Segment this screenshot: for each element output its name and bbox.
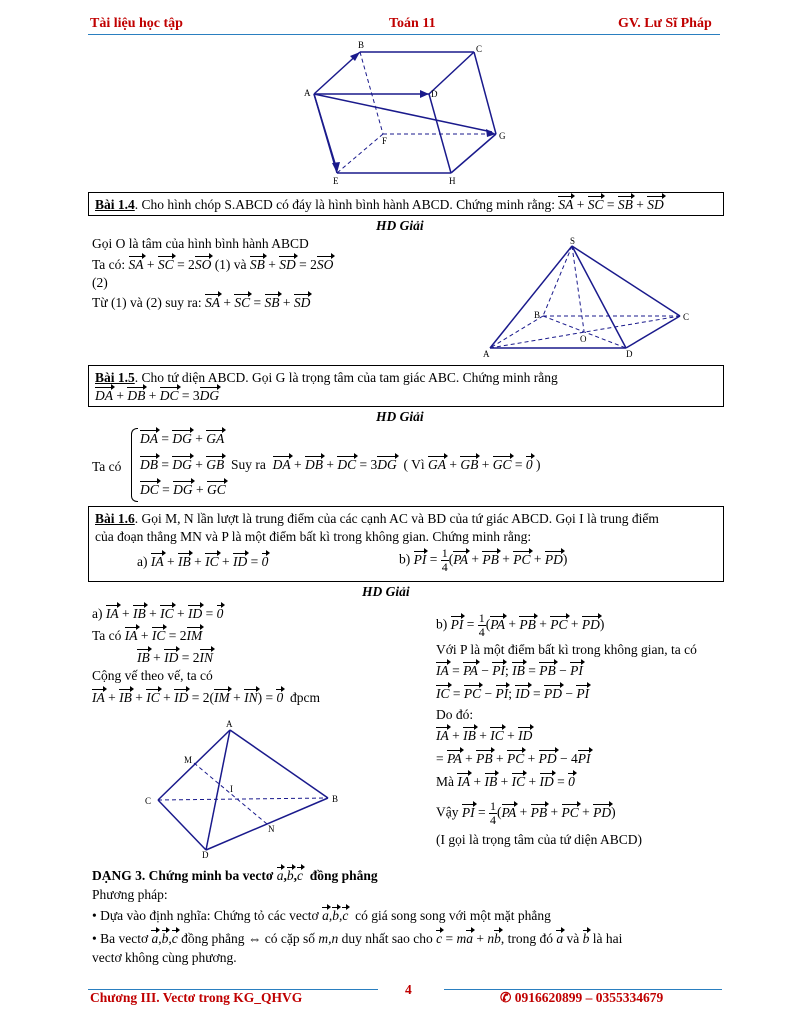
parallelepiped-figure	[300, 38, 520, 188]
dang3-pp: Phương pháp:	[92, 887, 168, 902]
b16-congve: Cộng vế theo vế, ta có	[92, 668, 213, 683]
b15-eq2: DB = DG + GB Suy ra DA + DB + DC = 3DG ( Vì GA + GB + GC = 0 )	[140, 457, 541, 472]
tet-label-C: C	[145, 796, 152, 806]
b16-sum2: = PA + PB + PC + PD − 4PI	[436, 751, 591, 766]
phone-icon: ✆	[500, 990, 512, 1005]
dang3-bullet2: • Ba vectơ a,b,c đồng phẳng ⇔ có cặp số m,n duy nhất sao cho c = ma + nb, trong đó a và b là hai	[92, 931, 623, 946]
tetrahedron-figure	[140, 718, 350, 858]
exercise-1-6-box: Bài 1.6. Gọi M, N lần lượt là trung điểm của các cạnh AC và BD của tứ giác ABCD. Gọi I là trung điểm của đoạn thẳng MN và P là một điểm bất kì trong không gian. Chứng minh rằng: a) IA + IB + IC + ID = 0 b) PI = $\frac{1}{4}$ (PA + PB + PC + PD)	[88, 506, 724, 582]
footer-chapter: Chương III. Vectơ trong KG_QHVG	[90, 990, 303, 1005]
b15-taco: Ta có	[92, 459, 122, 474]
b15-brace	[131, 428, 138, 502]
dang3-bullet2-cont: vectơ không cùng phương.	[92, 950, 237, 965]
pyr-label-D: D	[626, 349, 633, 359]
b16-eq-ia: IA = PA − PI; IB = PB − PI	[436, 663, 583, 678]
fig1-label-A: A	[304, 88, 311, 98]
vec-SA: SA	[558, 197, 574, 212]
dang3-title: DẠNG 3. Chứng minh ba vectơ a,b,c đồng phẳng	[92, 868, 378, 883]
b16-voip: Với P là một điểm bất kì trong không gian, ta có	[436, 642, 697, 657]
exercise-1-4-hd: HD Giải	[376, 218, 424, 233]
b14-line2: Ta có: SA + SC = 2SO (1) và SB + SD = 2SO	[92, 257, 334, 272]
fig1-label-E: E	[333, 176, 339, 186]
exercise-1-4-title: Bài 1.4	[95, 197, 135, 212]
tet-label-D: D	[202, 850, 209, 858]
tet-label-A: A	[226, 719, 233, 729]
exercise-1-5-hd: HD Giải	[376, 409, 424, 424]
fig1-label-G: G	[499, 131, 506, 141]
footer-phone: ✆ 0916620899 – 0355334679	[500, 990, 664, 1005]
b16-b-line: b) PI = $\frac{1}{4}$ (PA + PB + PC + PD)	[436, 611, 605, 639]
pyr-label-S: S	[570, 236, 576, 246]
pyr-label-A: A	[483, 349, 490, 359]
b14-line1: Gọi O là tâm của hình bình hành ABCD	[92, 236, 309, 251]
header-right: GV. Lư Sĩ Pháp	[618, 16, 712, 31]
exercise-1-5-text: . Cho tứ diện ABCD. Gọi G là trọng tâm của tam giác ABC. Chứng minh rằng	[134, 370, 558, 385]
b14-line3: (2)	[92, 275, 108, 290]
b16-dodo: Do đó:	[436, 707, 474, 722]
pyr-label-C: C	[683, 312, 690, 322]
dang3-bullet1: • Dựa vào định nghĩa: Chứng tỏ các vectơ a,b,c có giá song song với một mặt phẳng	[92, 908, 551, 923]
vec-SB: SB	[617, 197, 633, 212]
tet-label-N: N	[268, 824, 275, 834]
pyr-label-O: O	[580, 334, 587, 344]
header-rule	[88, 34, 720, 35]
b16-note: (I gọi là trọng tâm của tứ diện ABCD)	[436, 832, 643, 847]
b16-taco-line: Ta có IA + IC = 2IM	[92, 628, 203, 643]
vec-SC: SC	[587, 197, 604, 212]
header-left: Tài liệu học tập	[90, 16, 183, 31]
fig1-label-D: D	[431, 89, 438, 99]
b16-a-line: a) IA + IB + IC + ID = 0	[92, 606, 224, 621]
exercise-1-6-hd: HD Giải	[362, 584, 410, 599]
tet-label-B: B	[332, 794, 339, 804]
tet-label-I: I	[230, 784, 233, 794]
pyr-label-B: B	[534, 310, 541, 320]
b15-eq3: DC = DG + GC	[140, 482, 226, 497]
exercise-1-6-text2: của đoạn thẳng MN và P là một điểm bất kì trong không gian. Chứng minh rằng:	[95, 529, 532, 544]
vec-SD: SD	[647, 197, 664, 212]
exercise-1-5-box: Bài 1.5. Cho tứ diện ABCD. Gọi G là trọng tâm của tam giác ABC. Chứng minh rằng DA + DB + DC = 3DG	[88, 365, 724, 407]
tet-label-M: M	[184, 755, 193, 765]
b16-ma: Mà IA + IB + IC + ID = 0	[436, 774, 575, 789]
b16-ibid-line: IB + ID = 2IN	[137, 650, 213, 665]
pyramid-figure	[480, 236, 700, 361]
b16-sum-line: IA + IB + IC + ID = 2(IM + IN) = 0 đpcm	[92, 690, 320, 705]
fig1-label-H: H	[449, 176, 456, 186]
footer-page-number: 4	[405, 982, 412, 997]
fig1-label-F: F	[382, 136, 388, 146]
b16-sum1: IA + IB + IC + ID	[436, 728, 533, 743]
exercise-1-5-title: Bài 1.5	[95, 370, 135, 385]
b16-eq-ic: IC = PC − PI; ID = PD − PI	[436, 686, 590, 701]
fig1-label-B: B	[358, 40, 365, 50]
exercise-1-4-text: . Cho hình chóp S.ABCD có đáy là hình bình hành ABCD. Chứng minh rằng:	[134, 197, 559, 212]
fig1-label-C: C	[476, 44, 483, 54]
header-center: Toán 11	[389, 16, 436, 31]
b15-eq1: DA = DG + GA	[140, 431, 225, 446]
exercise-1-4-box: Bài 1.4. Cho hình chóp S.ABCD có đáy là hình bình hành ABCD. Chứng minh rằng: SA + SC = SB + SD	[88, 192, 724, 216]
exercise-1-6-title: Bài 1.6	[95, 511, 135, 526]
exercise-1-6-text1: . Gọi M, N lần lượt là trung điểm của các cạnh AC và BD của tứ giác ABCD. Gọi I là trung điểm	[134, 511, 659, 526]
b16-vay: Vậy PI = $\frac{1}{4}$ (PA + PB + PC + PD)	[436, 799, 616, 827]
b14-line4: Từ (1) và (2) suy ra: SA + SC = SB + SD	[92, 295, 311, 310]
